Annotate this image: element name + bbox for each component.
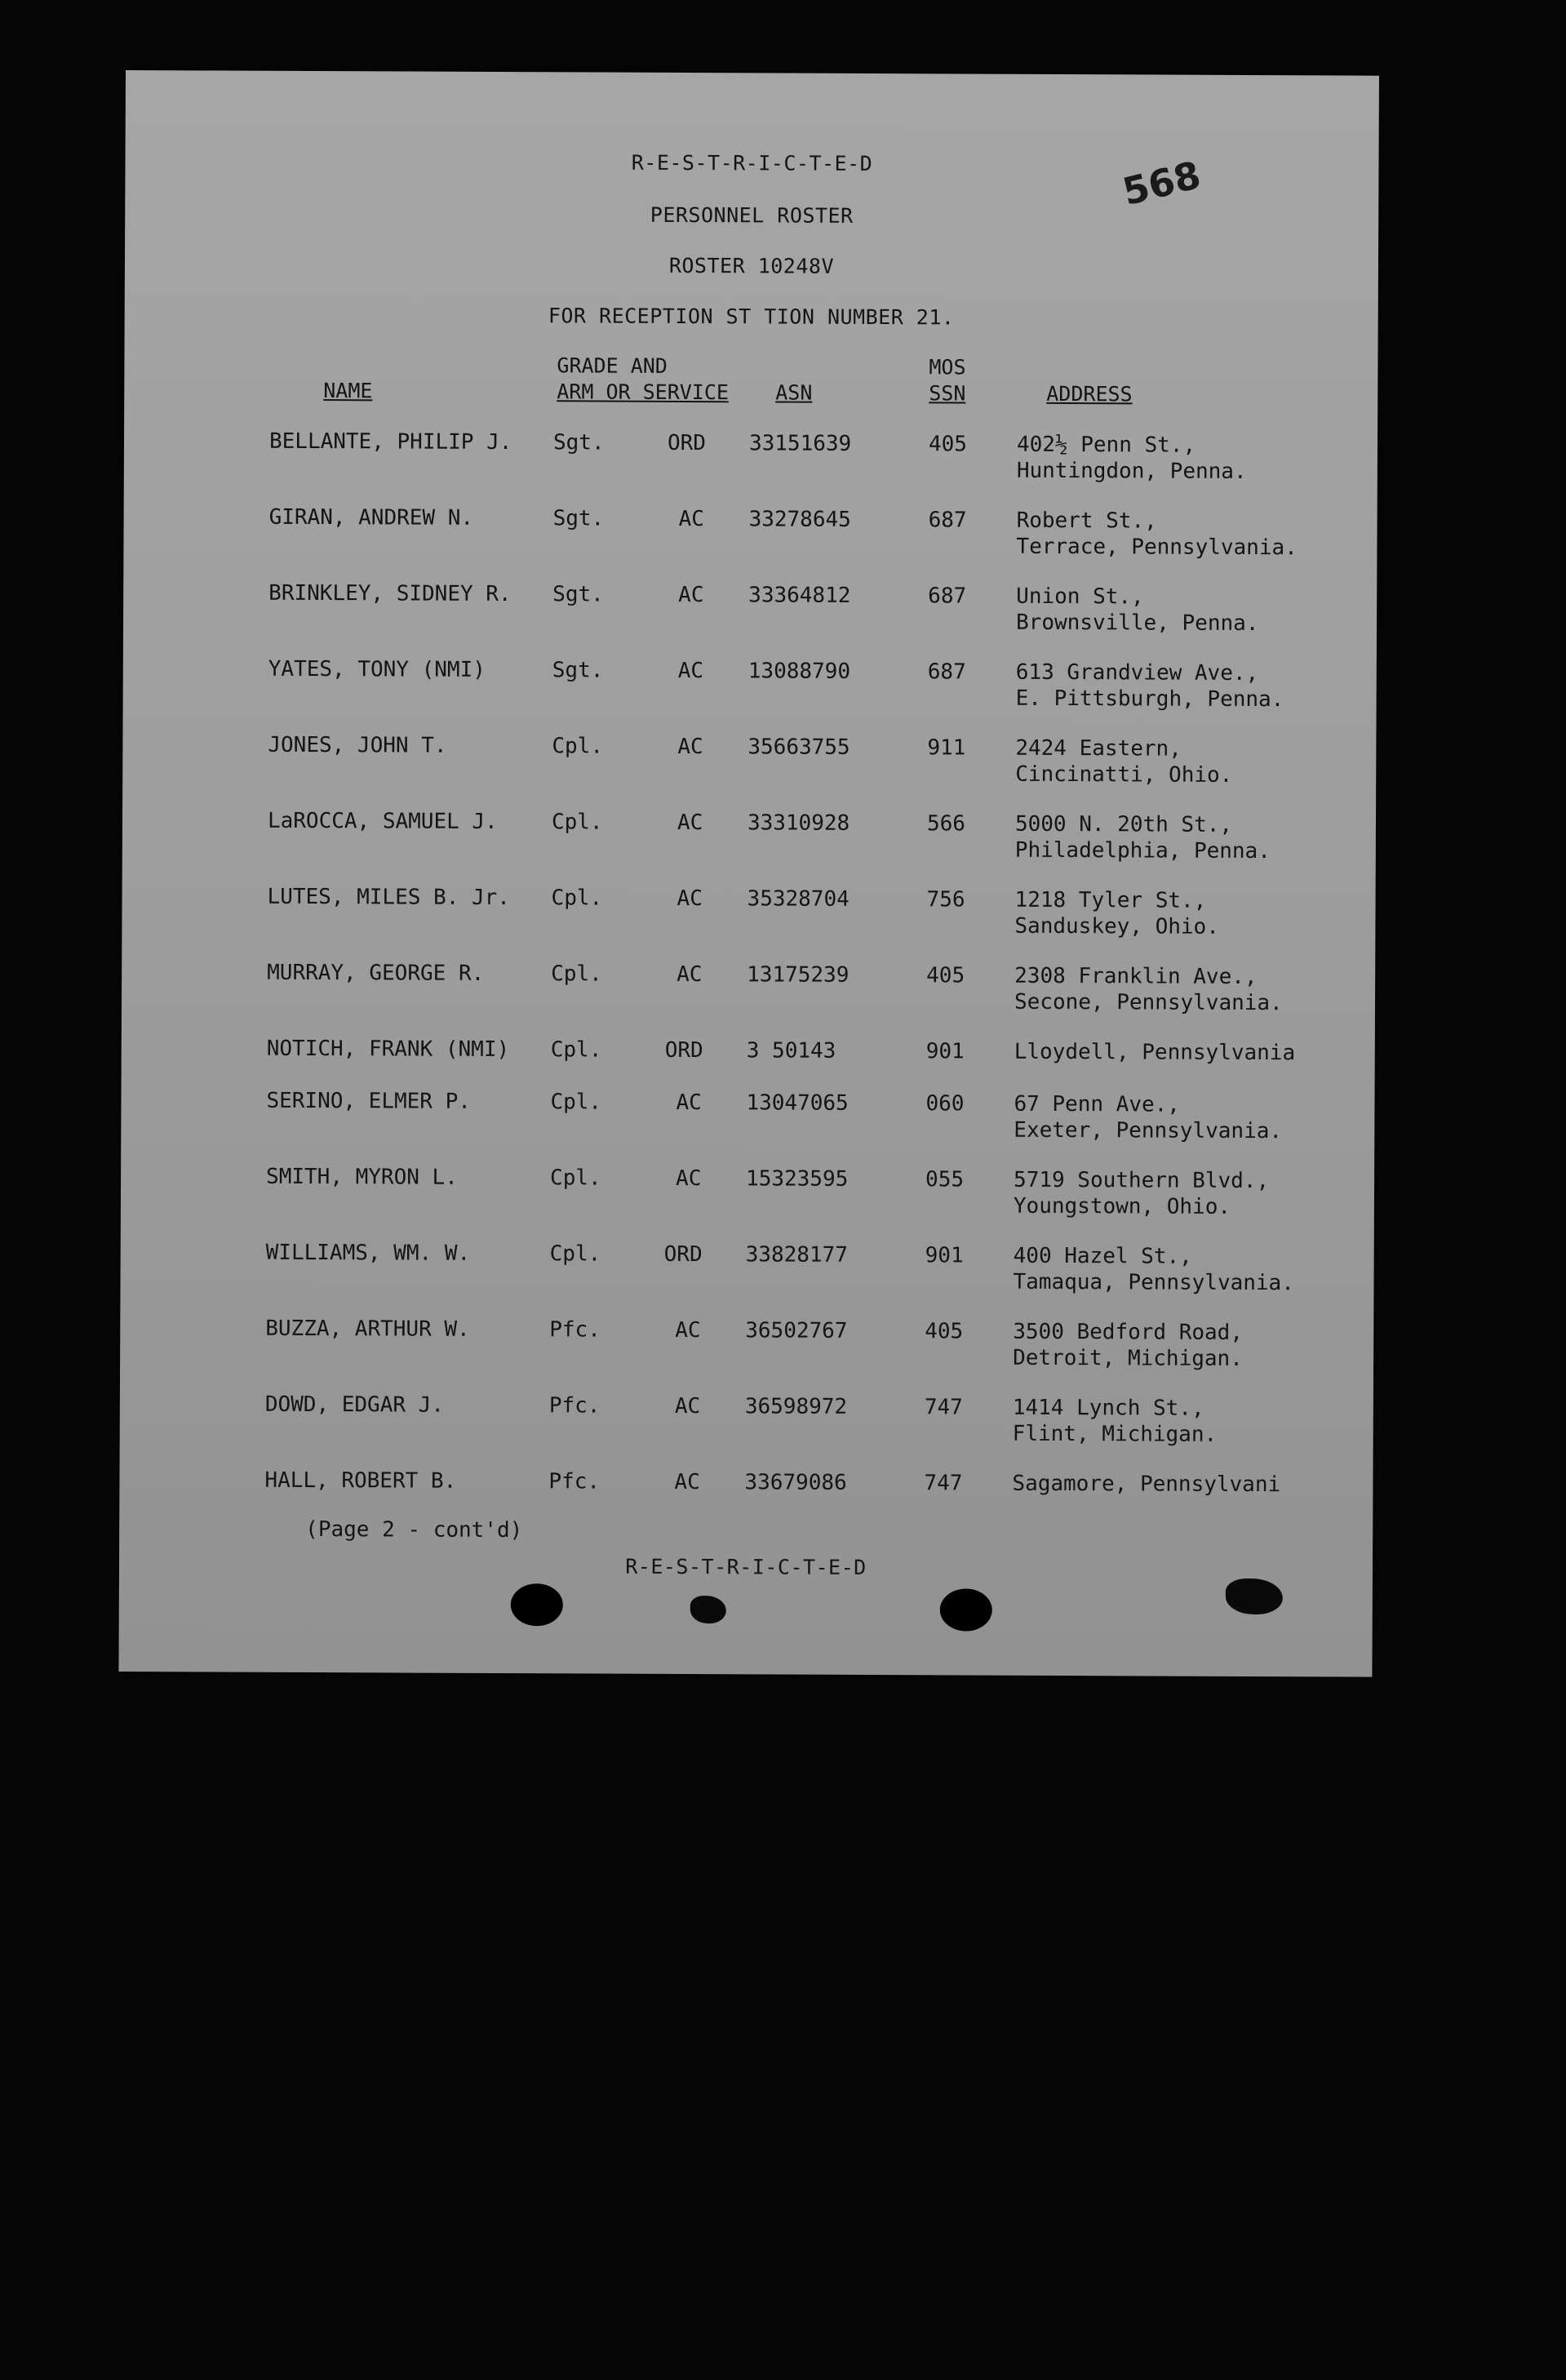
row-mos: 747 xyxy=(924,1471,963,1496)
row-grade: Cpl. xyxy=(550,1166,601,1191)
row-asn: 33278645 xyxy=(748,507,851,532)
row-address-line1: 3500 Bedford Road, xyxy=(1013,1319,1244,1345)
row-name: BUZZA, ARTHUR W. xyxy=(265,1316,470,1342)
row-address-line1: 5719 Southern Blvd., xyxy=(1014,1167,1270,1194)
classification-footer: R-E-S-T-R-I-C-T-E-D xyxy=(625,1554,867,1579)
row-service: AC xyxy=(674,1469,700,1495)
row-grade: Cpl. xyxy=(550,1037,602,1063)
row-asn: 13088790 xyxy=(748,659,851,684)
ink-stain xyxy=(1226,1579,1283,1614)
row-service: AC xyxy=(674,1393,701,1419)
row-address-line1: Robert St., xyxy=(1016,508,1157,534)
row-mos: 405 xyxy=(925,1319,964,1344)
row-address-line2: Flint, Michigan. xyxy=(1012,1421,1218,1447)
row-address-line2: Huntingdon, Penna. xyxy=(1016,458,1247,484)
row-mos: 687 xyxy=(928,584,967,609)
row-address-line2: Terrace, Pennsylvania. xyxy=(1016,534,1298,561)
row-name: GIRAN, ANDREW N. xyxy=(268,504,474,531)
header-asn: ASN xyxy=(775,380,813,405)
row-service: ORD xyxy=(663,1241,703,1268)
row-address-line1: 402½ Penn St., xyxy=(1016,432,1196,458)
row-service: AC xyxy=(678,506,704,532)
row-address-line1: 5000 N. 20th St., xyxy=(1014,811,1233,837)
row-grade: Pfc. xyxy=(548,1469,601,1494)
row-name: HALL, ROBERT B. xyxy=(264,1468,457,1494)
row-address-line1: 1218 Tyler St., xyxy=(1014,887,1207,913)
header-address: ADDRESS xyxy=(1046,381,1133,406)
row-address-line1: 1414 Lynch St., xyxy=(1012,1395,1204,1421)
row-grade: Cpl. xyxy=(551,810,603,835)
row-service: AC xyxy=(676,1166,702,1192)
row-mos: 405 xyxy=(928,432,968,457)
row-asn: 36502767 xyxy=(745,1318,848,1343)
row-asn: 33364812 xyxy=(748,583,851,608)
row-address-line2: Philadelphia, Penna. xyxy=(1014,837,1271,864)
row-mos: 687 xyxy=(927,659,966,685)
row-address-line1: 613 Grandview Ave., xyxy=(1015,659,1259,686)
row-address-line1: Sagamore, Pennsylvani xyxy=(1012,1471,1281,1498)
row-service: AC xyxy=(677,961,703,988)
row-address-line2: Brownsville, Penna. xyxy=(1015,610,1259,637)
row-asn: 33151639 xyxy=(748,431,852,456)
row-name: BRINKLEY, SIDNEY R. xyxy=(268,580,512,607)
row-name: DOWD, EDGAR J. xyxy=(264,1392,445,1418)
row-address-line2: Tamaqua, Pennsylvania. xyxy=(1013,1269,1294,1296)
row-mos: 566 xyxy=(926,811,966,837)
row-mos: 055 xyxy=(925,1167,965,1192)
row-asn: 13175239 xyxy=(747,962,850,988)
row-address-line2: Secone, Pennsylvania. xyxy=(1014,989,1283,1016)
row-asn: 13047065 xyxy=(746,1090,849,1116)
row-grade: Cpl. xyxy=(550,1090,602,1115)
row-grade: Cpl. xyxy=(549,1241,601,1267)
row-address-line2: Detroit, Michigan. xyxy=(1013,1345,1243,1371)
row-mos: 901 xyxy=(925,1039,965,1064)
punch-hole xyxy=(511,1583,563,1626)
row-address-line1: 2308 Franklin Ave., xyxy=(1014,963,1258,990)
row-name: NOTICH, FRANK (NMI) xyxy=(266,1036,510,1063)
row-service: AC xyxy=(677,810,703,836)
row-asn: 35328704 xyxy=(747,886,850,912)
row-address-line1: Lloydell, Pennsylvania xyxy=(1014,1039,1296,1066)
roster-page xyxy=(118,70,1379,1677)
page-continuation-note: (Page 2 - cont'd) xyxy=(305,1516,523,1543)
row-grade: Cpl. xyxy=(551,886,603,911)
row-service: ORD xyxy=(664,1037,703,1063)
row-mos: 060 xyxy=(925,1091,965,1117)
row-grade: Pfc. xyxy=(549,1317,601,1343)
roster-id: ROSTER 10248V xyxy=(668,253,835,278)
row-mos: 405 xyxy=(926,963,965,988)
row-name: SMITH, MYRON L. xyxy=(266,1164,458,1190)
header-grade: GRADE AND ARM OR SERVICE xyxy=(557,353,730,405)
row-grade: Cpl. xyxy=(552,734,604,759)
row-grade: Pfc. xyxy=(548,1393,601,1419)
row-name: LaROCCA, SAMUEL J. xyxy=(267,808,498,834)
row-address-line2: Sanduskey, Ohio. xyxy=(1014,913,1219,939)
row-name: YATES, TONY (NMI) xyxy=(268,656,486,682)
row-asn: 33310928 xyxy=(747,810,850,836)
row-service: ORD xyxy=(667,430,707,456)
row-address-line2: Youngstown, Ohio. xyxy=(1013,1193,1231,1219)
row-service: AC xyxy=(677,886,703,912)
row-asn: 33828177 xyxy=(745,1242,848,1268)
row-service: AC xyxy=(677,734,703,760)
row-asn: 3 50143 xyxy=(746,1038,836,1063)
row-mos: 747 xyxy=(924,1395,963,1420)
row-grade: Sgt. xyxy=(552,506,605,531)
page-number: 568 xyxy=(1118,152,1205,215)
row-service: AC xyxy=(676,1090,702,1116)
row-mos: 756 xyxy=(926,887,965,912)
row-grade: Sgt. xyxy=(552,430,605,455)
classification-header: R-E-S-T-R-I-C-T-E-D xyxy=(631,150,873,175)
row-name: MURRAY, GEORGE R. xyxy=(267,960,485,986)
row-asn: 33679086 xyxy=(744,1470,847,1495)
ink-stain xyxy=(690,1596,726,1623)
row-mos: 687 xyxy=(928,508,967,533)
row-address-line1: 2424 Eastern, xyxy=(1015,735,1182,762)
header-name: NAME xyxy=(323,379,373,403)
row-address-line1: 67 Penn Ave., xyxy=(1014,1091,1181,1117)
row-service: AC xyxy=(675,1317,701,1343)
row-address-line2: E. Pittsburgh, Penna. xyxy=(1015,686,1284,713)
row-name: SERINO, ELMER P. xyxy=(266,1088,472,1114)
roster-title: PERSONNEL ROSTER xyxy=(650,202,854,228)
row-name: JONES, JOHN T. xyxy=(268,732,447,758)
row-asn: 36598972 xyxy=(744,1394,848,1419)
row-address-line2: Exeter, Pennsylvania. xyxy=(1014,1117,1283,1144)
row-mos: 901 xyxy=(925,1243,964,1268)
station-line: FOR RECEPTION ST TION NUMBER 21. xyxy=(548,304,955,330)
row-name: LUTES, MILES B. Jr. xyxy=(267,884,511,911)
row-grade: Cpl. xyxy=(551,961,602,987)
row-service: AC xyxy=(678,582,704,608)
row-grade: Sgt. xyxy=(552,658,604,683)
row-asn: 15323595 xyxy=(746,1166,849,1192)
header-mos: MOS SSN xyxy=(929,355,966,406)
row-grade: Sgt. xyxy=(552,582,604,607)
row-mos: 911 xyxy=(927,735,966,761)
punch-hole xyxy=(940,1588,992,1631)
row-name: WILLIAMS, WM. W. xyxy=(265,1240,471,1266)
row-address-line2: Cincinatti, Ohio. xyxy=(1015,762,1233,788)
row-address-line1: 400 Hazel St., xyxy=(1013,1243,1192,1269)
row-name: BELLANTE, PHILIP J. xyxy=(268,428,512,455)
row-asn: 35663755 xyxy=(748,735,850,760)
row-service: AC xyxy=(677,658,704,684)
row-address-line1: Union St., xyxy=(1016,584,1144,610)
